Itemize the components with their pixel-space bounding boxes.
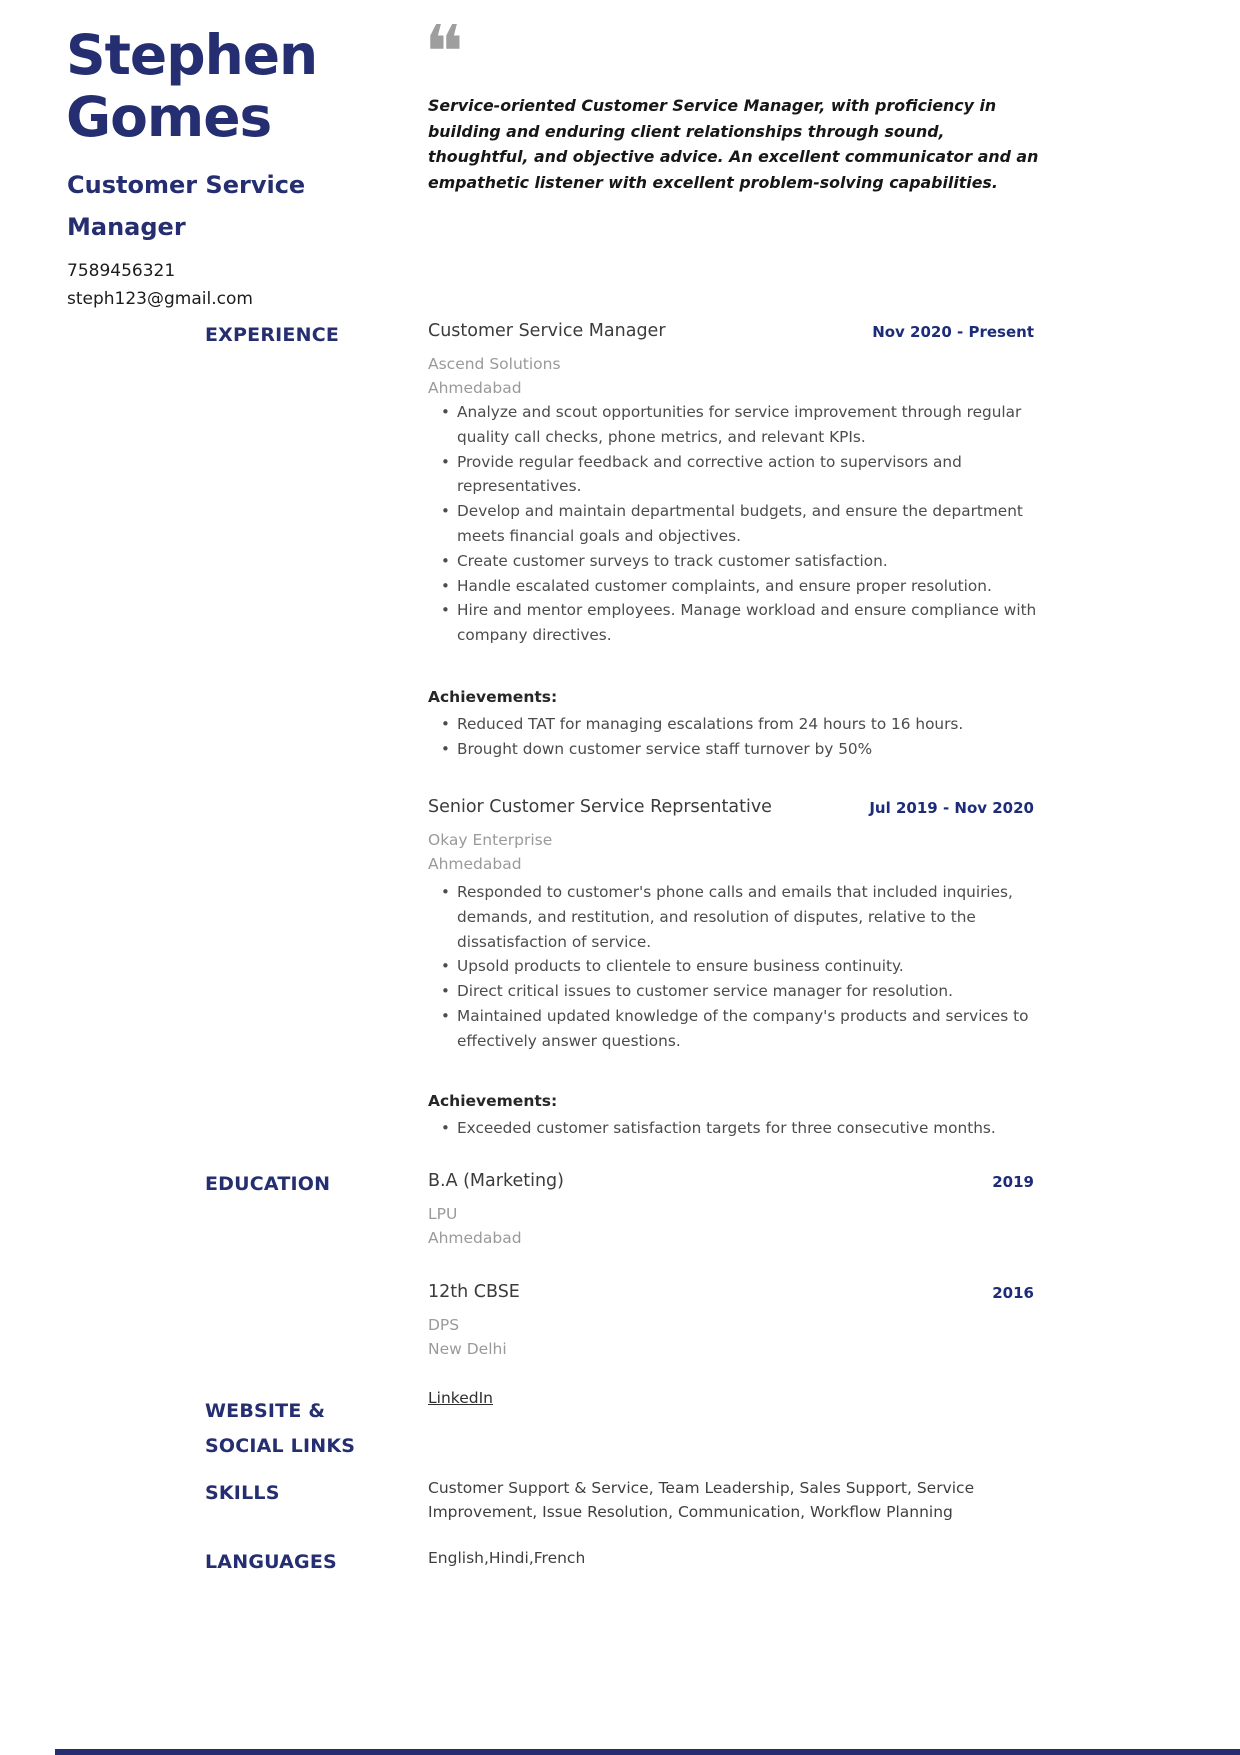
achievements-section xyxy=(428,685,1034,762)
skills-text: Customer Support & Service, Team Leadership, Sales Support, Service Improvement, Issue Resolution, Communication, Workflow Planning xyxy=(428,1479,975,1521)
bottom-accent-bar xyxy=(55,1749,1240,1755)
degree-name: 12th CBSE xyxy=(428,1282,520,1302)
bullet-item: • Create customer surveys to track customer satisfaction. xyxy=(444,549,1050,574)
bullet-item: • Exceeded customer satisfaction targets for three consecutive months. xyxy=(444,1116,1034,1141)
email-address: steph123@gmail.com xyxy=(67,289,253,309)
quote-icon: ❝ xyxy=(424,10,464,96)
degree-name: B.A (Marketing) xyxy=(428,1171,564,1191)
achievements-list xyxy=(428,1116,1034,1141)
school-location: Ahmedabad xyxy=(428,1229,522,1247)
achievements-list xyxy=(428,712,1034,762)
job-responsibilities-list xyxy=(428,400,1050,648)
education-year: 2019 xyxy=(992,1173,1034,1191)
job-company: Ascend Solutions xyxy=(428,355,561,373)
bullet-item: • Maintained updated knowledge of the company's products and services to effectively answer questions. xyxy=(444,1004,1050,1054)
person-job-title: Customer Service Manager xyxy=(67,171,306,241)
education-year: 2016 xyxy=(992,1284,1034,1302)
education-entry xyxy=(428,1168,1034,1249)
achievements-section xyxy=(428,1089,1034,1141)
job-title: Customer Service Manager xyxy=(428,321,666,341)
school-name: DPS xyxy=(428,1316,460,1334)
summary-text: Service-oriented Customer Service Manager, with proficiency in building and enduring client relationships through sound, thoughtful, and objective advice. An excellent communicator and an empathetic listener with excellent problem-solving capabilities. xyxy=(428,96,1039,192)
languages-text: English,Hindi,French xyxy=(428,1549,586,1567)
bullet-item: • Provide regular feedback and corrective action to supervisors and representatives. xyxy=(444,450,1050,500)
last-name: Gomes xyxy=(66,85,272,149)
section-label-experience: EXPERIENCE xyxy=(205,324,340,346)
bullet-item: • Develop and maintain departmental budgets, and ensure the department meets financial goals and objectives. xyxy=(444,499,1050,549)
contact-info xyxy=(67,257,253,313)
job-responsibilities-list xyxy=(428,880,1050,1054)
job-title: Senior Customer Service Reprsentative xyxy=(428,797,772,817)
bullet-item: • Upsold products to clientele to ensure business continuity. xyxy=(444,954,1050,979)
person-name xyxy=(66,24,317,148)
bullet-item: • Hire and mentor employees. Manage workload and ensure compliance with company directives. xyxy=(444,598,1050,648)
job-entry-header xyxy=(428,318,1034,399)
bullet-item: • Direct critical issues to customer service manager for resolution. xyxy=(444,979,1050,1004)
bullet-item: • Brought down customer service staff turnover by 50% xyxy=(444,737,1034,762)
school-name: LPU xyxy=(428,1205,458,1223)
bullet-item: • Handle escalated customer complaints, and ensure proper resolution. xyxy=(444,574,1050,599)
job-location: Ahmedabad xyxy=(428,855,522,873)
bullet-item: • Reduced TAT for managing escalations from 24 hours to 16 hours. xyxy=(444,712,1034,737)
achievements-label: Achievements: xyxy=(428,1092,558,1110)
bullet-item: • Analyze and scout opportunities for service improvement through regular quality call checks, phone metrics, and relevant KPIs. xyxy=(444,400,1050,450)
job-location: Ahmedabad xyxy=(428,379,522,397)
job-dates: Nov 2020 - Present xyxy=(872,323,1034,341)
bullet-item: • Responded to customer's phone calls and emails that included inquiries, demands, and restitution, and resolution of disputes, relative to the dissatisfaction of service. xyxy=(444,880,1050,954)
education-entry xyxy=(428,1279,1034,1360)
first-name: Stephen xyxy=(66,23,318,87)
social-links xyxy=(428,1386,1034,1411)
job-entry-header xyxy=(428,794,1034,875)
section-label-links: WEBSITE & SOCIAL LINKS xyxy=(205,1400,356,1457)
linkedin-link[interactable]: LinkedIn xyxy=(428,1389,493,1407)
section-label-skills: SKILLS xyxy=(205,1482,280,1504)
phone-number: 7589456321 xyxy=(67,261,176,281)
job-dates: Jul 2019 - Nov 2020 xyxy=(869,799,1034,817)
school-location: New Delhi xyxy=(428,1340,507,1358)
section-label-education: EDUCATION xyxy=(205,1173,331,1195)
achievements-label: Achievements: xyxy=(428,688,558,706)
job-company: Okay Enterprise xyxy=(428,831,553,849)
section-label-languages: LANGUAGES xyxy=(205,1551,337,1573)
